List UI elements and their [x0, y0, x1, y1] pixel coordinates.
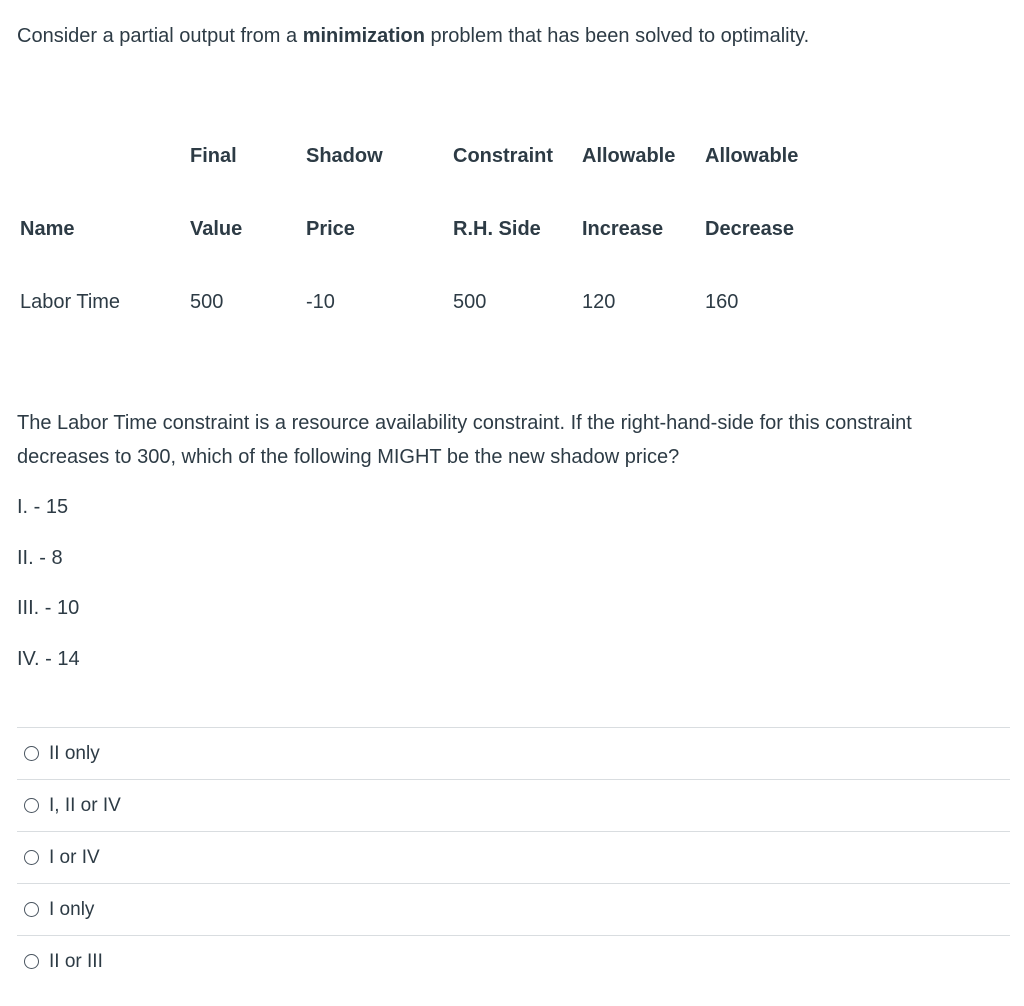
answer-choice[interactable]: [17, 831, 1010, 883]
header-allowable-1: Allowable: [582, 145, 676, 167]
header-rh-side: R.H. Side: [453, 218, 541, 240]
intro-before: Consider a partial output from a: [17, 25, 303, 47]
header-final: Final: [190, 145, 237, 167]
radio-button[interactable]: [24, 902, 39, 917]
option-item-1: I. - 15: [17, 496, 69, 518]
answer-choice[interactable]: [17, 779, 1010, 831]
row-rh-side: 500: [453, 291, 487, 313]
answer-choice[interactable]: [17, 935, 1010, 987]
header-constraint: Constraint: [453, 145, 553, 167]
option-item-3: III. - 10: [17, 597, 80, 619]
answer-list: [17, 727, 1010, 987]
header-value: Value: [190, 218, 243, 240]
radio-button[interactable]: [24, 850, 39, 865]
header-shadow: Shadow: [306, 145, 383, 167]
answer-label: II or III: [49, 950, 103, 972]
answer-label: II only: [49, 742, 100, 764]
answer-choice[interactable]: [17, 883, 1010, 935]
row-shadow-price: -10: [306, 291, 335, 313]
radio-button[interactable]: [24, 954, 39, 969]
question-text: The Labor Time constraint is a resource availability constraint. If the right-hand-side for this constraint decreases to 300, which of the following MIGHT be the new shadow price?: [17, 412, 912, 468]
intro-text: [17, 22, 809, 50]
header-increase: Increase: [582, 218, 664, 240]
radio-button[interactable]: [24, 746, 39, 761]
answer-label: I only: [49, 898, 95, 920]
header-name: Name: [20, 218, 75, 240]
header-allowable-2: Allowable: [705, 145, 799, 167]
intro-after: problem that has been solved to optimality.: [424, 25, 810, 47]
answer-label: I, II or IV: [49, 794, 121, 816]
radio-button[interactable]: [24, 798, 39, 813]
answer-choice[interactable]: [17, 727, 1010, 779]
intro-bold: minimization: [302, 25, 425, 47]
option-item-4: IV. - 14: [17, 648, 80, 670]
row-final-value: 500: [190, 291, 224, 313]
header-price: Price: [306, 218, 355, 240]
row-allowable-decrease: 160: [705, 291, 739, 313]
row-allowable-increase: 120: [582, 291, 616, 313]
row-name: Labor Time: [20, 291, 121, 313]
answer-label: I or IV: [49, 846, 100, 868]
header-decrease: Decrease: [705, 218, 794, 240]
option-item-2: II. - 8: [17, 547, 63, 569]
